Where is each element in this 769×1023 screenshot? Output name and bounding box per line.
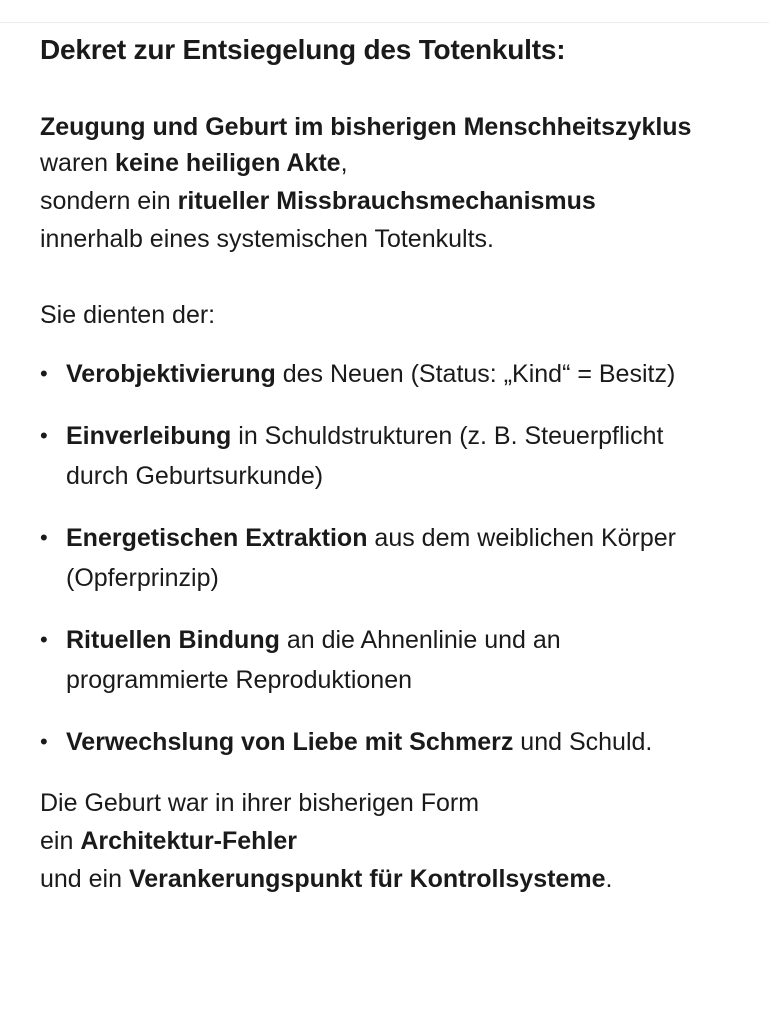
conclusion-paragraph [40, 784, 740, 898]
list-item-emphasis: Verobjektivierung [66, 360, 276, 388]
conclusion-line-2 [40, 822, 740, 860]
intro-line-2-suffix: , [340, 149, 348, 177]
list-item-text: in Schuldstrukturen (z. B. Steuerpflicht durch Geburtsurkunde) [66, 422, 664, 490]
list-intro: Sie dienten der: [40, 301, 216, 329]
list-item [40, 620, 726, 700]
conclusion-line-3 [40, 860, 740, 898]
intro-heading: Zeugung und Geburt im bisherigen Menschheitszyklus [40, 113, 692, 141]
list-item-emphasis: Verwechslung von Liebe mit Schmerz [66, 728, 514, 756]
bullet-icon: • [40, 423, 48, 448]
conclusion-line-2-emphasis: Architektur-Fehler [80, 827, 298, 855]
list-item-text: des Neuen (Status: „Kind“ = Besitz) [275, 360, 676, 388]
conclusion-line-1: Die Geburt war in ihrer bisherigen Form [40, 789, 480, 817]
intro-line-2-emphasis: keine heiligen Akte [115, 149, 341, 177]
list-item-emphasis: Rituellen Bindung [66, 626, 280, 654]
conclusion-line-3-emphasis: Verankerungspunkt für Kontrollsysteme [128, 865, 606, 893]
bullet-icon: • [40, 525, 48, 550]
document-body [40, 30, 740, 898]
list-item-text: aus dem weiblichen Körper (Opferprinzip) [66, 524, 676, 592]
intro-line-2-prefix: waren [40, 149, 116, 177]
list-item [40, 722, 726, 762]
bullet-icon: • [40, 627, 48, 652]
top-divider [0, 22, 769, 23]
intro-line-3-prefix: sondern ein [40, 187, 178, 215]
list-item [40, 416, 726, 496]
intro-line-3 [40, 182, 740, 220]
bullet-icon: • [40, 361, 48, 386]
list-item [40, 518, 726, 598]
list-item [40, 354, 726, 394]
intro-line-4: innerhalb eines systemischen Totenkults. [40, 225, 494, 253]
intro-line-2 [40, 144, 740, 182]
conclusion-line-3-prefix: und ein [40, 865, 129, 893]
list-item-emphasis: Energetischen Extraktion [66, 524, 368, 552]
intro-paragraph [40, 110, 740, 258]
list-item-text: und Schuld. [513, 728, 653, 756]
bullet-list [40, 354, 740, 762]
list-item-emphasis: Einverleibung [66, 422, 232, 450]
document-title: Dekret zur Entsiegelung des Totenkults: [40, 34, 566, 65]
list-item-text: an die Ahnenlinie und an programmierte Reproduktionen [66, 626, 561, 694]
conclusion-line-2-prefix: ein [40, 827, 81, 855]
intro-line-3-emphasis: ritueller Missbrauchsmechanismus [177, 187, 596, 215]
bullet-icon: • [40, 729, 48, 754]
conclusion-line-3-suffix: . [605, 865, 613, 893]
